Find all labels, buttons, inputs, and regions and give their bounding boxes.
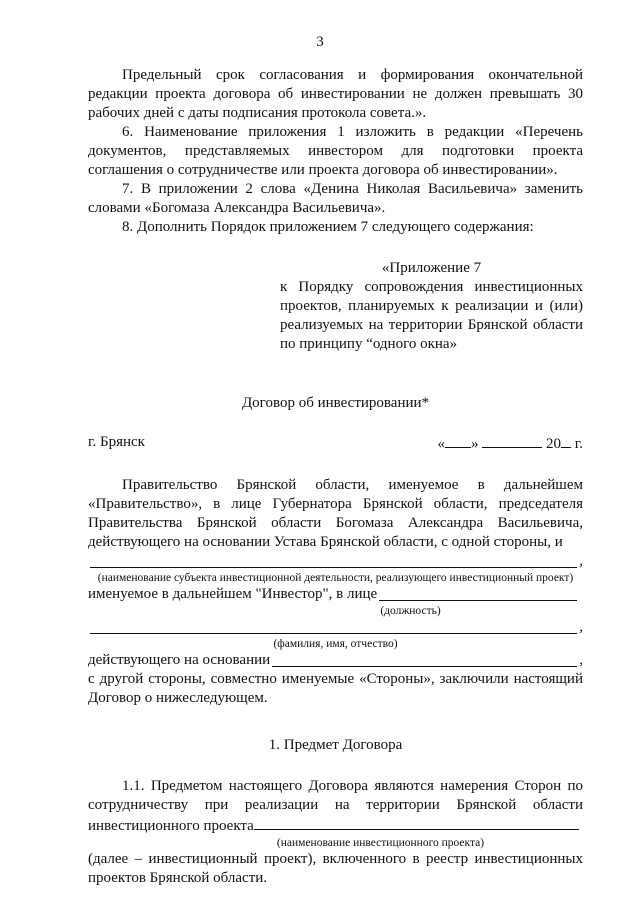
entity-name-line: , [88, 552, 583, 571]
position-blank-line [379, 586, 577, 601]
appendix-subtitle: к Порядку сопровождения инвестиционных проектов, планируемых к реализации и (или) реализуемых на территории Брянской области по принципу “одного окна» [280, 279, 583, 352]
basis-blank-line [272, 652, 577, 667]
paragraph-item-8: 8. Дополнить Порядок приложением 7 следующего содержания: [122, 219, 534, 235]
date-blank: « » 20 г. [438, 433, 583, 454]
paragraph-item-6: 6. Наименование приложения 1 изложить в редакции «Перечень документов, представляемых инвестором для подготовки проекта соглашения о сотрудничестве или проекта договора об инвестировании». [88, 124, 583, 178]
paragraph-item-7: 7. В приложении 2 слова «Денина Николая Васильевича» заменить словами «Богомаза Александра Васильевича». [88, 181, 583, 216]
appendix-header [280, 259, 583, 354]
city: г. Брянск [88, 434, 145, 450]
paragraph-government: Правительство Брянской области, именуемое в дальнейшем «Правительство», в лице Губернатора Брянской области, председателя Правительства Брянской области Богомаза Александра Васильевича, действующего на основании Устава Брянской области, с одной стороны, и [88, 477, 583, 550]
document-body [88, 66, 583, 888]
page-number: 3 [316, 34, 324, 50]
investor-line: именуемое в дальнейшем "Инвестор", в лице [88, 585, 583, 604]
appendix-title: «Приложение 7 [381, 260, 482, 276]
day-blank-line [445, 433, 471, 448]
paragraph-project-registry: (далее – инвестиционный проект), включенного в реестр инвестиционных проектов Брянской области. [88, 851, 583, 886]
fio-line: , [88, 618, 583, 637]
caption-project: (наименование инвестиционного проекта) [276, 837, 485, 849]
caption-fio: (фамилия, имя, отчество) [273, 638, 398, 650]
paragraph-deadline: Предельный срок согласования и формирования окончательной редакции проекта договора об инвестировании не должен превышать 30 рабочих дней с даты подписания протокола совета.». [88, 67, 583, 121]
paragraph-1-1: 1.1. Предметом настоящего Договора являются намерения Сторон по сотрудничеству при реализации на территории Брянской области инвестиционного проекта [88, 778, 583, 834]
basis-line: действующего на основании , [88, 652, 583, 668]
entity-blank-line [90, 553, 577, 568]
year-blank-line [561, 433, 571, 448]
paragraph-other-party: с другой стороны, совместно именуемые «Стороны», заключили настоящий Договор о нижеследующем. [88, 671, 583, 706]
section-1-heading: 1. Предмет Договора [268, 737, 403, 753]
project-blank-line [254, 815, 579, 830]
fio-blank-line [90, 619, 577, 634]
month-blank-line [482, 433, 542, 448]
place-date-row [88, 433, 583, 454]
caption-entity: (наименование субъекта инвестиционной деятельности, реализующего инвестиционный проект) [97, 572, 574, 584]
caption-position: (должность) [380, 605, 441, 617]
contract-title: Договор об инвестировании* [241, 395, 430, 411]
